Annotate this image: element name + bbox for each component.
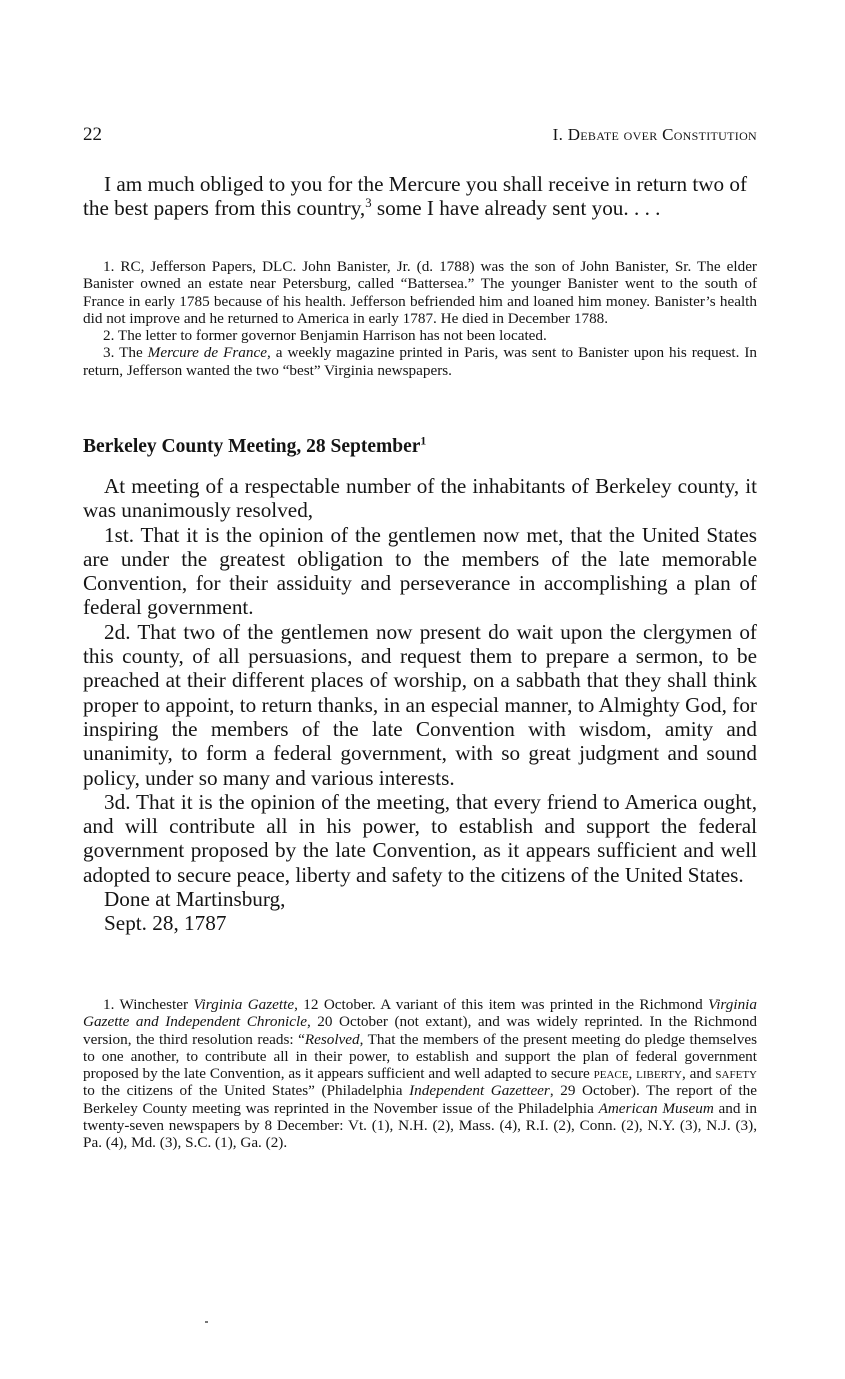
note-text-segment: , 29 October). The report of the Berkeley County meeting was reprinted in the November issue of the Philadelphia: [83, 1082, 758, 1117]
footnote-2: 2. The letter to former governor Benjamin Harrison has not been located.: [103, 327, 547, 345]
footnote-1: 1. RC, Jefferson Papers, DLC. John Banister, Jr. (d. 1788) was the son of John Banister, Sr. The elder Banister owned an estate near Petersburg, called “Battersea.” The younger Banister went to the south of France in early 1785 because of his health. Jefferson befriended him and loaned him money. Banister’s health did not improve and he returned to America in early 1787. He died in December 1788.: [83, 258, 757, 327]
note-italic-segment: Resolved: [304, 1030, 360, 1048]
note-text-segment: to the citizens of the United States” (Philadelphia: [83, 1082, 410, 1100]
resolution-3: 3d. That it is the opinion of the meeting, that every friend to America ought, and will contribute all in his power, to establish and support the federal government proposed by the late Convention, as it appears sufficient and well adopted to secure peace, liberty and safety to the citizens of the United States.: [83, 789, 757, 887]
running-head: [83, 124, 757, 150]
letter-excerpt: [83, 172, 757, 221]
excerpt-text: I am much obliged to you for the Mercure you shall receive in return two of the best papers from this country,: [83, 172, 748, 221]
note-italic-segment: American Museum: [598, 1099, 714, 1117]
note-text-segment: and: [685, 1065, 716, 1083]
excerpt-text-end: some I have already sent you. . . .: [371, 196, 661, 221]
resolution-1: 1st. That it is the opinion of the gentlemen now met, that the United States are under the greatest obligation to the members of the late memorable Convention, for their assiduity and perseverance in accomplishing a plan of federal government.: [83, 522, 757, 620]
heading-footnote-ref: 1: [420, 434, 427, 448]
page-number: 22: [83, 124, 102, 145]
section-body: [83, 474, 757, 936]
note-smallcaps-segment: safety: [715, 1065, 757, 1083]
note-italic-segment: Independent Gazetteer: [409, 1082, 550, 1100]
note-smallcaps-segment: peace, liberty,: [593, 1065, 686, 1083]
resolution-intro: At meeting of a respectable number of the inhabitants of Berkeley county, it was unanimously resolved,: [83, 474, 757, 523]
letter-notes: [83, 258, 757, 379]
note-italic-segment: Virginia Gazette and Independent Chronicle: [83, 996, 757, 1031]
section-heading-text: Berkeley County Meeting, 28 September: [83, 436, 421, 457]
scan-speck: [205, 1321, 208, 1323]
section-footnote-1: [83, 996, 757, 1152]
signoff-date: Sept. 28, 1787: [104, 911, 227, 936]
note-text-segment: , 20 October (not extant), and was widely reprinted. In the Richmond version, the third resolution reads: “: [83, 1013, 758, 1048]
section-heading-block: [83, 436, 757, 458]
note-text-segment: 1. Winchester: [103, 996, 194, 1013]
note-italic-segment: Virginia Gazette: [193, 996, 295, 1013]
letter-excerpt-paragraph: [83, 172, 757, 221]
chapter-title: I. Debate over Constitution: [552, 125, 757, 144]
footnote-3: [83, 344, 757, 379]
resolution-2: 2d. That two of the gentlemen now present do wait upon the clergymen of this county, of all persuasions, and request them to prepare a sermon, to be preached at their different places of worship, on a sabbath that they shall think proper to appoint, to return thanks, in an especial manner, to Almighty God, for inspiring the members of the late Convention with wisdom, amity and unanimity, to form a federal government, with so great judgment and sound policy, under so many and various interests.: [83, 619, 757, 790]
note-text-segment: , 12 October. A variant of this item was printed in the Richmond: [294, 996, 709, 1013]
footnote-3-title: Mercure de France: [147, 344, 267, 362]
note-text-segment: and in twenty-seven newspapers by 8 December: Vt. (1), N.H. (2), Mass. (4), R.I. (2), Conn. (2), N.Y. (3), N.J. (3), Pa. (4), Md. (3), S.C. (1), Ga. (2).: [83, 1099, 757, 1152]
section-heading: [83, 436, 757, 458]
footnote-3-suffix: , a weekly magazine printed in Paris, was sent to Banister upon his request. In return, Jefferson wanted the two “best” Virginia newspapers.: [83, 344, 758, 379]
footnote-ref: 3: [365, 196, 372, 211]
note-text-segment: , That the members of the present meeting do pledge themselves to one another, to contribute all in their power, to establish and support the plan of federal government proposed by the late Convention, as it appears sufficient and well adapted to secure: [83, 1030, 757, 1083]
section-notes: [83, 996, 757, 1152]
signoff-place: Done at Martinsburg,: [104, 887, 286, 912]
footnote-3-prefix: 3. The: [103, 344, 148, 362]
